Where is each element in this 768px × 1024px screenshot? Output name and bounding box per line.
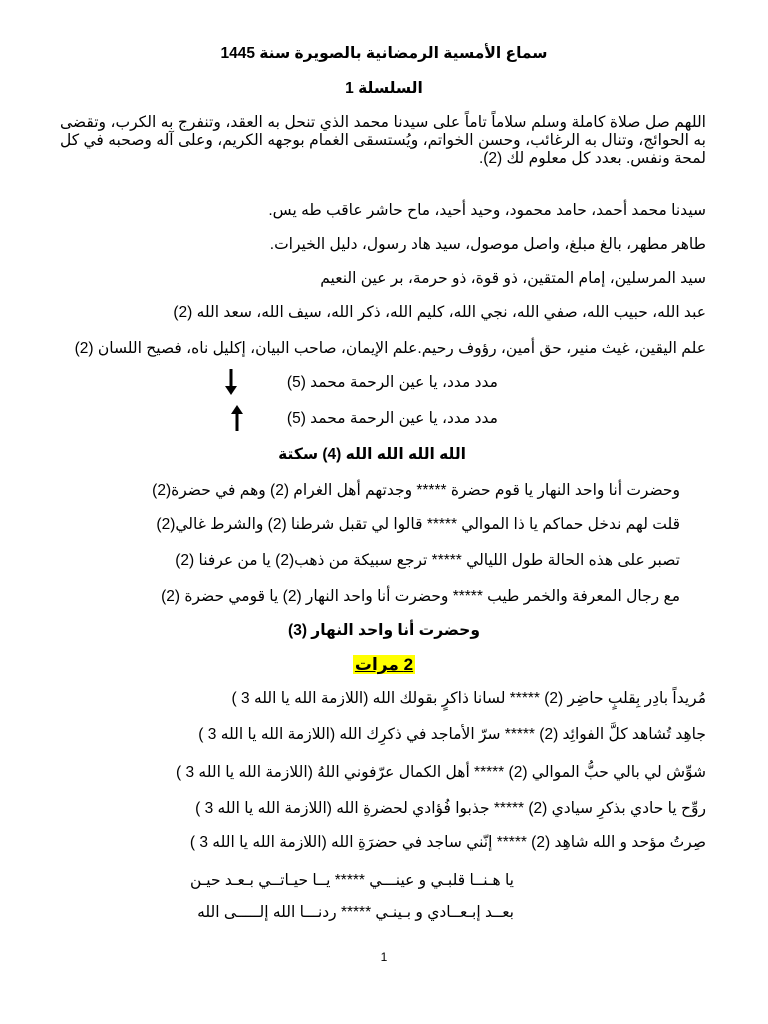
names-line: عبد الله، حبيب الله، صفي الله، نجي الله، كليم الله، ذكر الله، سيف الله، سعد الله (2)	[173, 304, 706, 321]
arrow-down-icon	[224, 368, 238, 396]
names-line: علم اليقين، غيث منير، حق أمين، رؤوف رحيم.علم الإيمان، صاحب البيان، إكليل ناه، فصيح اللسان (2)	[74, 340, 706, 357]
series-label: السلسلة 1	[345, 80, 423, 97]
madad-line: مدد مدد، يا عين الرحمة محمد (5)	[286, 410, 498, 427]
times-label	[0, 656, 768, 675]
poem1-verse: وحضرت أنا واحد النهار يا قوم حضرة ***** وجدتهم أهل الغرام (2) وهم في حضرة(2)	[152, 482, 680, 499]
names-line: سيد المرسلين، إمام المتقين، ذو قوة، ذو حرمة، بر عين النعيم	[320, 270, 706, 287]
document-title: سماع الأمسية الرمضانية بالصويرة سنة 1445	[220, 45, 548, 62]
poem2-verse: مُريداً بادِر بِقلبٍ حاضِر (2) ***** لسانا ذاكرٍ بقولك الله (اللازمة الله يا الله 3 )	[231, 690, 706, 707]
poem1-verse: قلت لهم ندخل حماكم يا ذا الموالي ***** قالوا لي تقبل شرطنا (2) والشرط غالي(2)	[156, 516, 680, 533]
dhikr-line: الله الله الله الله (4) سكتة	[278, 446, 466, 463]
poem1-verse: تصبر على هذه الحالة طول الليالي ***** ترجع سبيكة من ذهب(2) يا من عرفنا (2)	[175, 552, 680, 569]
madad-line: مدد مدد، يا عين الرحمة محمد (5)	[286, 374, 498, 391]
poem2-verse: جاهِد تُشاهد كلَّ الفوائِد (2) ***** سرّ الأماجد في ذكرِك الله (اللازمة الله يا الله 3 )	[198, 726, 706, 743]
refrain: وحضرت أنا واحد النهار (3)	[288, 622, 480, 639]
closing-verse: يا هـنــا قلبـي و عينـــي ***** يــا حيـاتــي بـعـد حيـن	[189, 872, 514, 889]
times-label-text: 2 مرات	[354, 655, 414, 674]
arrow-up-icon	[230, 404, 244, 432]
poem1-verse: مع رجال المعرفة والخمر طيب ***** وحضرت أنا واحد النهار (2) يا قومي حضرة (2)	[161, 588, 680, 605]
poem2-verse: شوِّش لي بالي حبُّ الموالي (2) ***** أهل الكمال عرّفوني اللهُ (اللازمة الله يا الله 3 )	[176, 764, 706, 781]
closing-verse: بعــد إبـعــادي و بـينـي ***** ردنـــا الله إلـــــى الله	[197, 904, 514, 921]
page-number: 1	[380, 950, 388, 964]
names-line: سيدنا محمد أحمد، حامد محمود، وحيد أحيد، ماح حاشر عاقب طه يس.	[268, 202, 706, 219]
poem2-verse: روِّح يا حادي بذكرِ سيادي (2) ***** جذبوا فُؤادي لحضرةِ الله (اللازمة الله يا الله 3 )	[195, 800, 706, 817]
opening-prayer: اللهم صل صلاة كاملة وسلم سلاماً تاماً على سيدنا محمد الذي تنحل به العقد، وتنفرج به الكرب، وتقضى به الحوائج، وتنال به الرغائب، وحسن الخواتم، ويُستسقى الغمام بوجهه الكريم، وعلى آله وصحبه في كل لمحة ونفس. بعدد كل معلوم لك (2).	[60, 114, 706, 167]
poem2-verse: صِرتُ مؤحد و الله شاهِد (2) ***** إنّني ساجد في حضرَةِ الله (اللازمة الله يا الله 3 )	[189, 834, 706, 851]
names-line: طاهر مطهر، بالغ مبلغ، واصل موصول، سيد هاد رسول، دليل الخيرات.	[269, 236, 706, 253]
